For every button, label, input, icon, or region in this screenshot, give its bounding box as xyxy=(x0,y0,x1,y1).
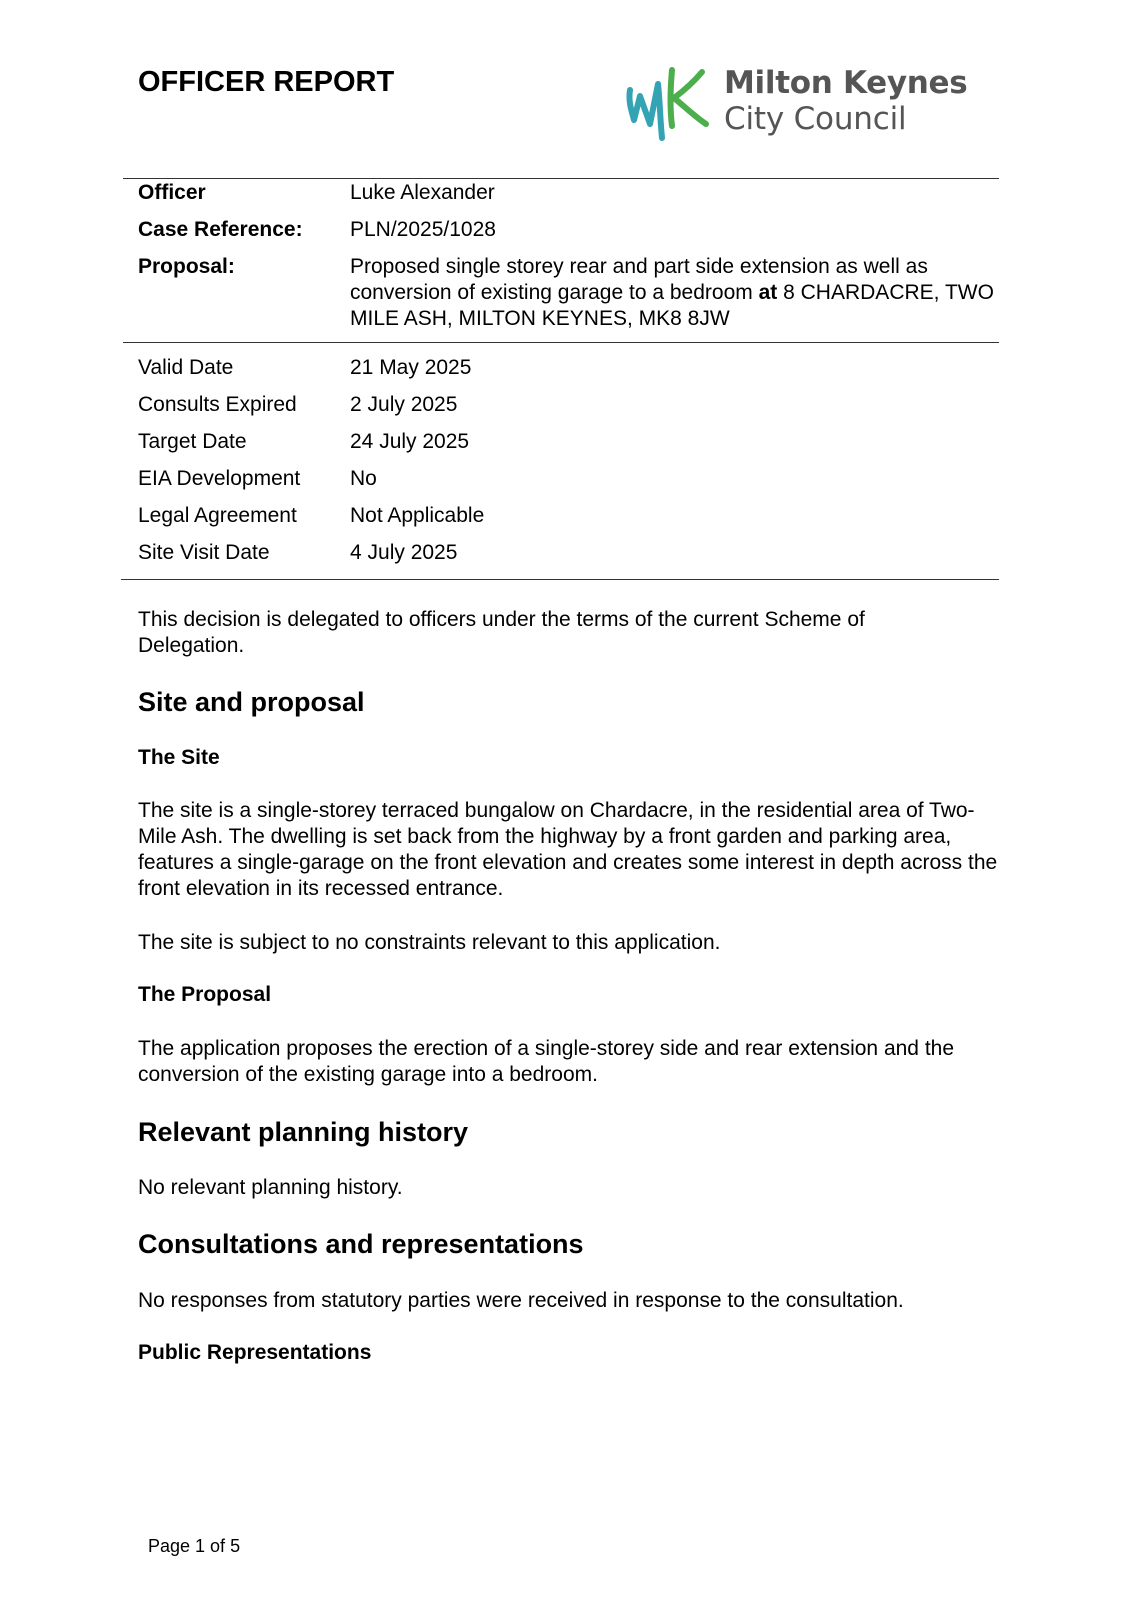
proposal-value xyxy=(350,254,998,332)
subheading-public-representations: Public Representations xyxy=(138,1341,372,1364)
site-description: The site is a single-storey terraced bungalow on Chardacre, in the residential area of Two-Mile Ash. The dwelling is set back from the highway by a front garden and parking area, features a single-garage on the front elevation and creates some interest in depth across the front elevation in its recessed entrance. xyxy=(138,799,998,900)
row-value: 21 May 2025 xyxy=(350,356,472,379)
delegation-text: This decision is delegated to officers under the terms of the current Scheme of Delegation. xyxy=(138,608,865,657)
logo-text xyxy=(724,66,967,137)
page-number: Page 1 of 5 xyxy=(148,1536,241,1556)
site-constraints: The site is subject to no constraints relevant to this application. xyxy=(138,931,721,954)
case-summary-table xyxy=(138,180,998,332)
table-row xyxy=(138,466,998,503)
rule-middle xyxy=(123,342,999,343)
row-label: Case Reference: xyxy=(138,218,303,241)
section-heading-planning-history: Relevant planning history xyxy=(138,1117,469,1147)
table-row xyxy=(138,355,998,392)
proposal-description: The application proposes the erection of a single-storey side and rear extension and the conversion of the existing garage into a bedroom. xyxy=(138,1037,955,1086)
subheading-the-site: The Site xyxy=(138,746,220,769)
row-label: Officer xyxy=(138,181,206,204)
row-label: Consults Expired xyxy=(138,393,297,416)
subheading-the-proposal: The Proposal xyxy=(138,983,272,1006)
consultations-text: No responses from statutory parties were received in response to the consultation. xyxy=(138,1289,904,1312)
row-label: Proposal: xyxy=(138,255,235,278)
table-row xyxy=(138,180,998,217)
proposal-address: 8 CHARDACRE, TWO MILE ASH, MILTON KEYNES, MK8 8JW xyxy=(350,281,994,330)
row-label: Legal Agreement xyxy=(138,504,297,527)
row-value: Luke Alexander xyxy=(350,181,495,204)
table-row xyxy=(138,503,998,540)
row-value: No xyxy=(350,467,377,490)
table-row xyxy=(138,392,998,429)
row-value: 2 July 2025 xyxy=(350,393,458,416)
row-value: Not Applicable xyxy=(350,504,485,527)
rule-bottom xyxy=(121,579,999,580)
table-row xyxy=(138,429,998,466)
row-label: Site Visit Date xyxy=(138,541,270,564)
row-value: 4 July 2025 xyxy=(350,541,458,564)
rule-top xyxy=(123,178,999,179)
proposal-at: at xyxy=(758,281,778,304)
council-logo xyxy=(620,62,1000,146)
logo-line-1: Milton Keynes xyxy=(724,65,968,101)
row-label: EIA Development xyxy=(138,467,301,490)
page-title: OFFICER REPORT xyxy=(138,66,395,98)
dates-table xyxy=(138,355,998,577)
planning-history-text: No relevant planning history. xyxy=(138,1176,403,1199)
row-value: PLN/2025/1028 xyxy=(350,218,496,241)
table-row xyxy=(138,540,998,577)
row-value: 24 July 2025 xyxy=(350,430,470,453)
section-heading-consultations: Consultations and representations xyxy=(138,1229,584,1259)
proposal-text: Proposed single storey rear and part side extension as well as conversion of existing garage to a bedroom xyxy=(350,255,928,304)
table-row xyxy=(138,254,998,332)
logo-line-2: City Council xyxy=(724,100,907,137)
row-label: Valid Date xyxy=(138,356,234,379)
row-label: Target Date xyxy=(138,430,247,453)
table-row xyxy=(138,217,998,254)
mk-logo-mark-icon xyxy=(620,62,720,146)
section-heading-site-and-proposal: Site and proposal xyxy=(138,687,365,717)
